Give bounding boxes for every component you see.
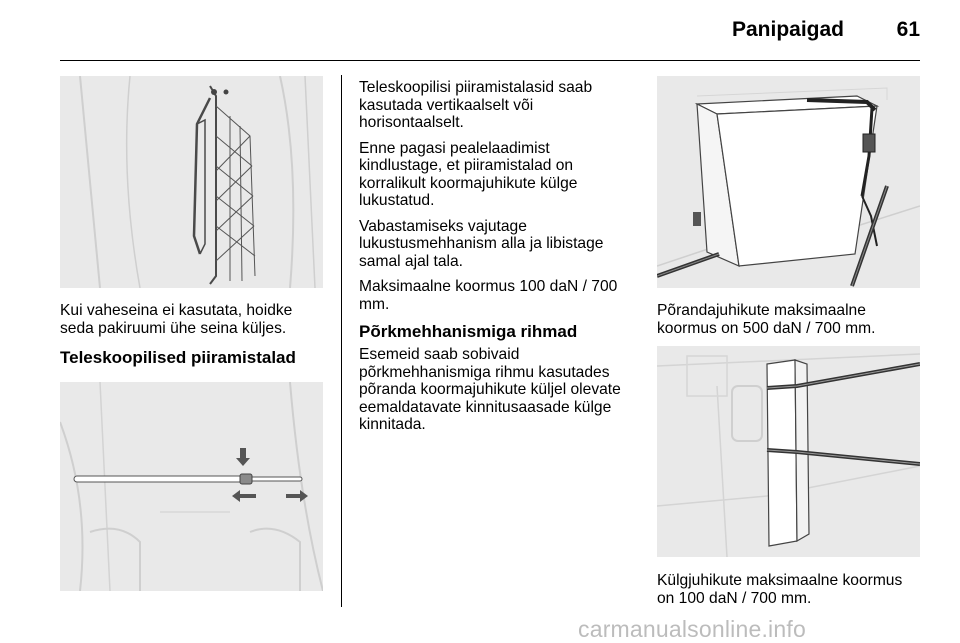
figure-telescopic-bar bbox=[60, 382, 323, 591]
page-number: 61 bbox=[896, 18, 920, 41]
ratchet-strap-description: Esemeid saab sobivaid põrkmehhanismiga rihmu kasutades põranda koormajuhikute küljel olevate eemaldatavate kinnitusaasade külge kinnitada. bbox=[359, 346, 621, 433]
paragraph: Enne pagasi pealelaadimist kindlustage, et piiramistalad on korralikult koormajuhikute külge lukustatud. bbox=[359, 139, 578, 209]
watermark: carmanualsonline.info bbox=[578, 616, 806, 642]
paragraph: Teleskoopilisi piiramistalasid saab kasutada vertikaalselt või horisontaalselt. bbox=[359, 79, 593, 131]
floor-guide-caption: Põrandajuhikute maksimaalne koormus on 500 daN / 700 mm. bbox=[657, 302, 876, 337]
figure-stowed-partition-net bbox=[60, 76, 323, 288]
column-divider bbox=[341, 75, 342, 607]
header-rule bbox=[60, 60, 920, 61]
telescopic-bar-instructions bbox=[359, 79, 624, 321]
figure-floor-strapped-cargo bbox=[657, 76, 920, 288]
paragraph: Maksimaalne koormus 100 daN / 700 mm. bbox=[359, 278, 618, 313]
figure-caption: Kui vaheseina ei kasutata, hoidke seda pakiruumi ühe seina küljes. bbox=[60, 302, 293, 337]
section-heading-ratchet-straps: Põrkmehhanismiga rihmad bbox=[359, 322, 578, 341]
section-title: Panipaigad bbox=[731, 18, 844, 41]
side-guide-caption: Külgjuhikute maksimaalne koormus on 100 daN / 700 mm. bbox=[657, 572, 903, 607]
paragraph: Vabastamiseks vajutage lukustusmehhanism alla ja libistage samal ajal tala. bbox=[359, 217, 604, 270]
figure-side-strapped-cargo bbox=[657, 346, 920, 557]
section-heading-telescopic-bars: Teleskoopilised piiramistalad bbox=[60, 348, 296, 367]
